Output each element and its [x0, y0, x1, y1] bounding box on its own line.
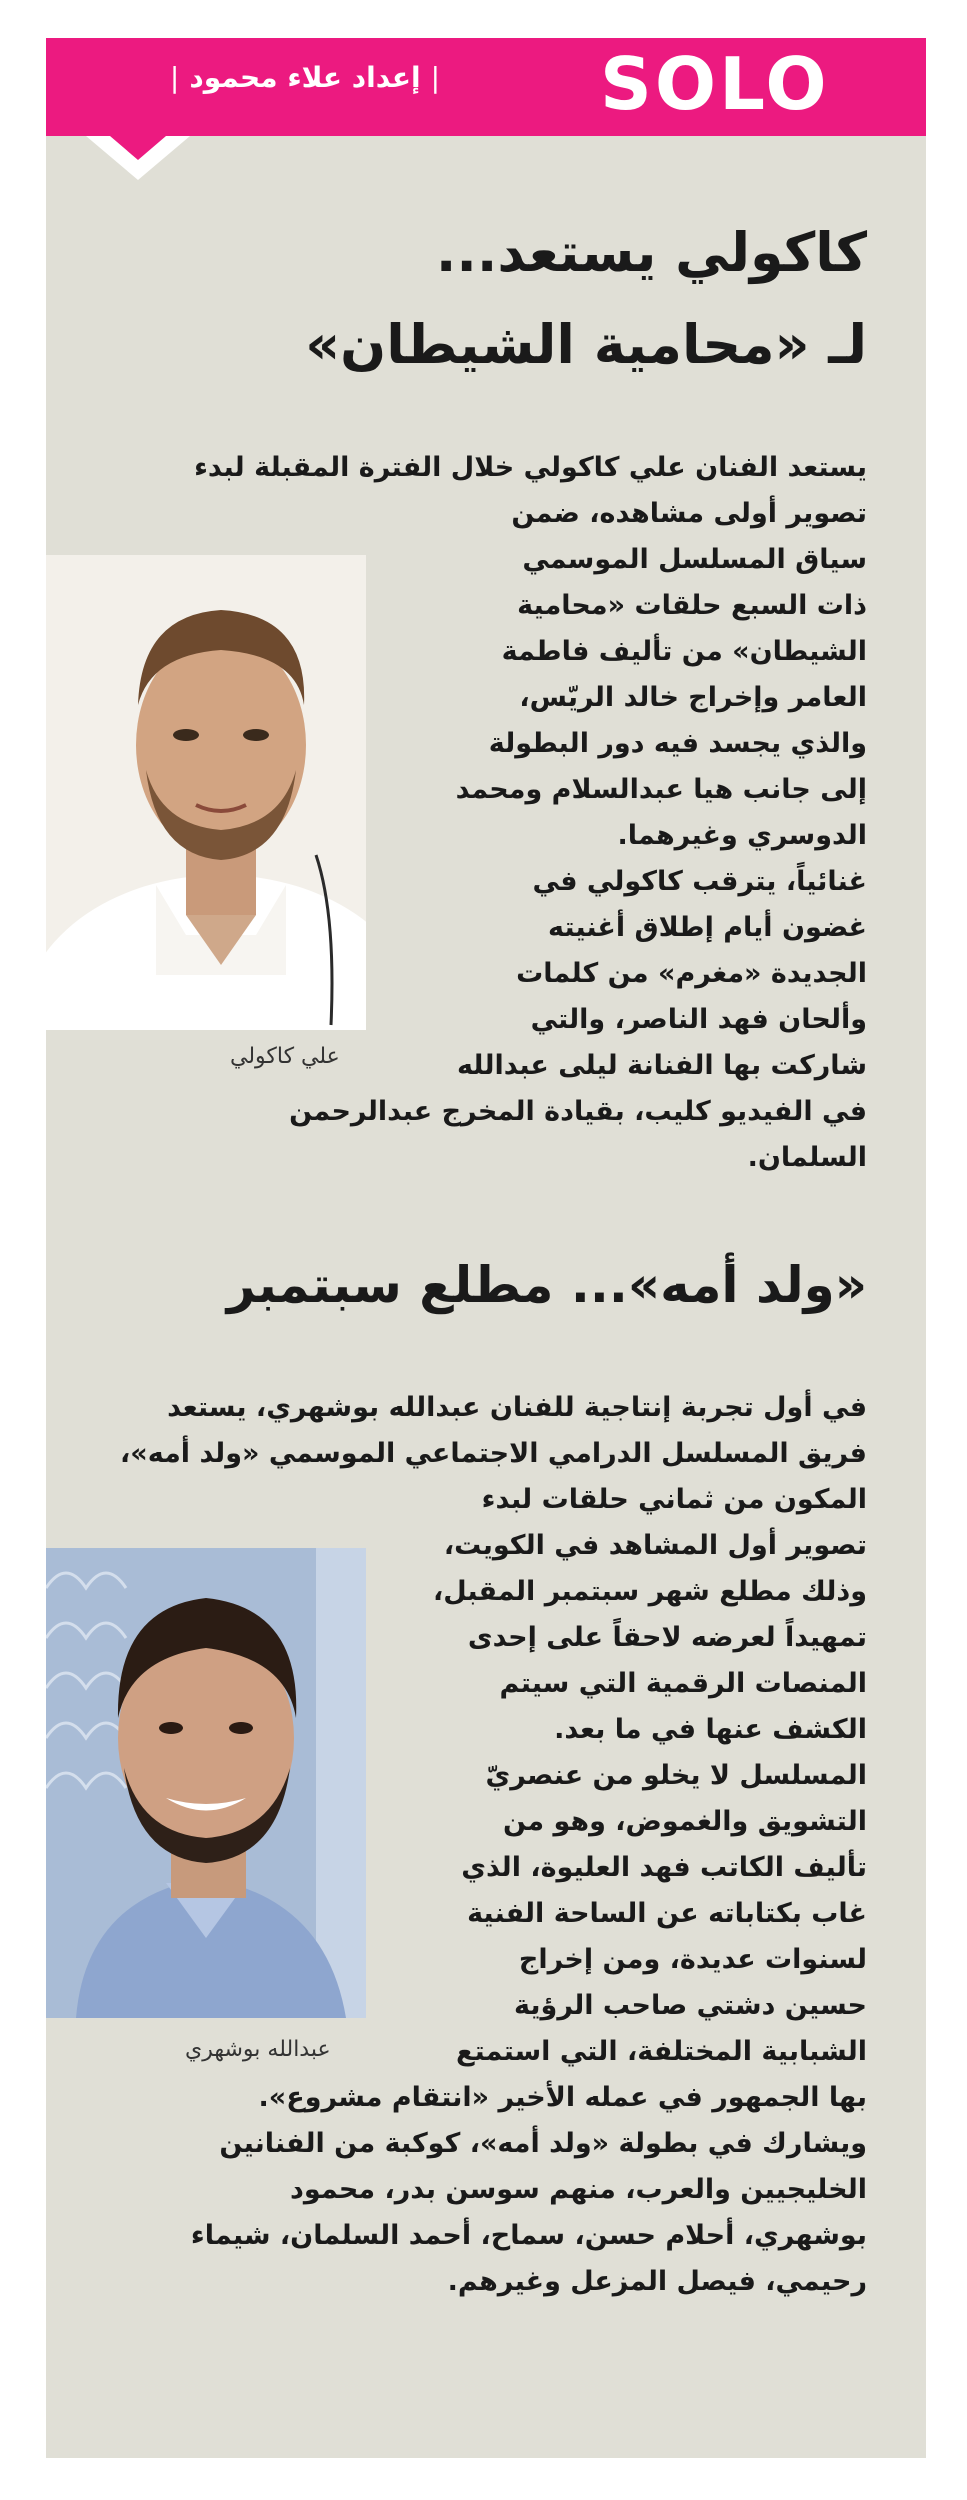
byline-bar-left: |	[169, 61, 180, 94]
article2-line: الكشف عنها في ما بعد.	[554, 1714, 867, 1745]
article1-line: الشيطان» من تأليف فاطمة	[501, 636, 867, 667]
solo-logo: SOLO	[600, 42, 830, 126]
article2-line: لسنوات عديدة، ومن إخراج	[518, 1944, 867, 1975]
article1-line: وألحان فهد الناصر، والتي	[530, 1004, 867, 1035]
article2-line: فريق المسلسل الدرامي الاجتماعي الموسمي «ولد أمه»،	[120, 1438, 867, 1469]
article2-line: في أول تجربة إنتاجية للفنان عبدالله بوشهري، يستعد	[167, 1392, 867, 1423]
photo2-caption: عبدالله بوشهري	[185, 2037, 331, 2062]
article2-line: غاب بكتاباته عن الساحة الفنية	[467, 1898, 867, 1929]
article2-line: الشبابية المختلفة، التي استمتع	[456, 2036, 867, 2067]
article1-line: شاركت بها الفنانة ليلى عبدالله	[456, 1050, 867, 1081]
article1-headline-line2: لـ «محامية الشيطان»	[305, 313, 867, 376]
photo1-caption: علي كاكولي	[230, 1044, 340, 1069]
article2-line: تأليف الكاتب فهد العليوة، الذي	[461, 1852, 867, 1883]
article2-line: المسلسل لا يخلو من عنصريّ	[485, 1760, 867, 1791]
article1-headline-line1: كاكولي يستعد...	[435, 221, 867, 284]
article1-line: السلمان.	[747, 1142, 867, 1173]
article1-line: سياق المسلسل الموسمي	[522, 544, 867, 575]
byline-text: إعداد علاء محمود	[189, 61, 421, 94]
abdullah-boushehri-photo	[46, 1548, 366, 2018]
article1-line: يستعد الفنان علي كاكولي خلال الفترة المقبلة لبدء	[194, 452, 867, 483]
article1-line: غضون أيام إطلاق أغنيته	[547, 912, 867, 943]
article1-line: في الفيديو كليب، بقيادة المخرج عبدالرحمن	[289, 1096, 867, 1127]
article2-line: الخليجيين والعرب، منهم سوسن بدر، محمود	[290, 2174, 867, 2205]
article2-line: رحيمي، فيصل المزعل وغيرهم.	[447, 2266, 867, 2297]
article1-line: ذات السبع حلقات «محامية	[517, 590, 867, 621]
article2-line: ويشارك في بطولة «ولد أمه»، كوكبة من الفنانين	[219, 2128, 867, 2159]
article2-line: المنصات الرقمية التي سيتم	[499, 1668, 867, 1699]
article2-line: بوشهري، أحلام حسن، سماح، أحمد السلمان، شيماء	[190, 2220, 867, 2251]
article1-line: غنائياً، يترقب كاكولي في	[532, 866, 867, 897]
article2-line: التشويق والغموض، وهو من	[503, 1806, 867, 1837]
article1-line: إلى جانب هيا عبدالسلام ومحمد	[455, 774, 867, 805]
article2-line: حسين دشتي صاحب الرؤية	[514, 1990, 867, 2021]
article2-line: المكون من ثماني حلقات لبدء	[481, 1484, 867, 1515]
byline	[140, 58, 470, 98]
article1-line: تصوير أولى مشاهده، ضمن	[511, 498, 867, 529]
byline-bar-right: |	[430, 61, 441, 94]
article2-line: تمهيداً لعرضه لاحقاً على إحدى	[467, 1622, 867, 1653]
article1-line: العامر وإخراج خالد الريّس،	[519, 682, 867, 713]
article2-line: بها الجمهور في عمله الأخير «انتقام مشروع».	[258, 2082, 867, 2113]
banner-notch-inner	[110, 136, 166, 160]
ali-kakooli-photo	[46, 555, 366, 1030]
article1-line: الجديدة «مغرم» من كلمات	[516, 958, 867, 989]
article1-line: والذي يجسد فيه دور البطولة	[488, 728, 867, 759]
article2-line: وذلك مطلع شهر سبتمبر المقبل،	[433, 1576, 867, 1607]
article2-line: تصوير أول المشاهد في الكويت،	[443, 1530, 867, 1561]
article2-headline: «ولد أمه»... مطلع سبتمبر	[226, 1256, 867, 1314]
article1-line: الدوسري وغيرهما.	[617, 820, 867, 851]
